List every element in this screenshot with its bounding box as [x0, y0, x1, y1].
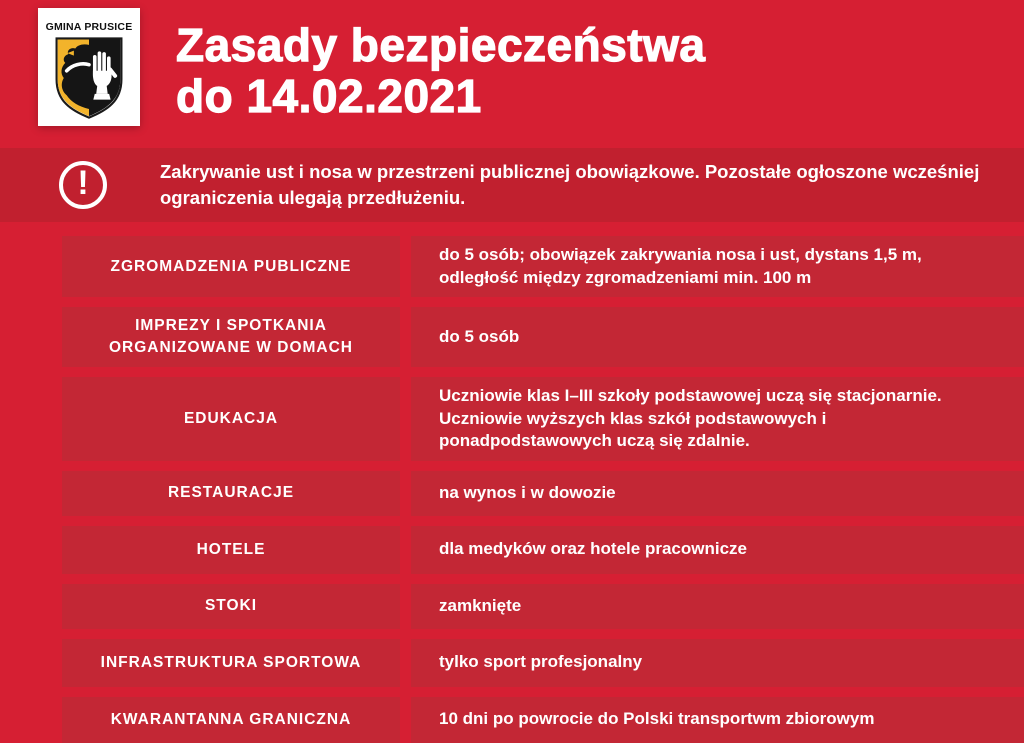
- table-row: [62, 236, 1024, 297]
- alert-text: Zakrywanie ust i nosa w przestrzeni publicznej obowiązkowe. Pozostałe ogłoszone wcześniej ograniczenia ulegają przedłużeniu.: [160, 161, 980, 208]
- table-row: [62, 526, 1024, 574]
- rule-details: do 5 osób: [411, 307, 1024, 367]
- rule-category: RESTAURACJE: [62, 471, 400, 516]
- rule-category: HOTELE: [62, 526, 400, 574]
- rule-category: STOKI: [62, 584, 400, 629]
- rule-category: KWARANTANNA GRANICZNA: [62, 697, 400, 743]
- table-row: [62, 377, 1024, 461]
- page-title-line1: Zasady bezpieczeństwa: [176, 19, 706, 71]
- page-title: [176, 20, 705, 122]
- rule-details: do 5 osób; obowiązek zakrywania nosa i ust, dystans 1,5 m, odległość między zgromadzeniami min. 100 m: [411, 236, 1024, 297]
- rule-details: 10 dni po powrocie do Polski transportwm zbiorowym: [411, 697, 1024, 743]
- rule-category: INFRASTRUKTURA SPORTOWA: [62, 639, 400, 687]
- logo-card: [38, 8, 140, 126]
- coat-of-arms-icon: [53, 36, 125, 120]
- exclamation-icon: !: [59, 161, 107, 209]
- rules-table: [62, 236, 1024, 743]
- alert-banner: [0, 148, 1024, 222]
- table-row: [62, 639, 1024, 687]
- table-row: [62, 471, 1024, 516]
- rule-category: ZGROMADZENIA PUBLICZNE: [62, 236, 400, 297]
- rule-details: Uczniowie klas I–III szkoły podstawowej uczą się stacjonarnie. Uczniowie wyższych klas szkół podstawowych i ponadpodstawowych uczą się zdalnie.: [411, 377, 1024, 461]
- page-title-line2: do 14.02.2021: [176, 70, 482, 122]
- rule-details: na wynos i w dowozie: [411, 471, 1024, 516]
- table-row: [62, 307, 1024, 367]
- rule-details: tylko sport profesjonalny: [411, 639, 1024, 687]
- logo-org-name: GMINA PRUSICE: [45, 21, 133, 33]
- rule-details: zamknięte: [411, 584, 1024, 629]
- rule-category: IMPREZY I SPOTKANIA ORGANIZOWANE W DOMACH: [62, 307, 400, 367]
- table-row: [62, 584, 1024, 629]
- rule-category: EDUKACJA: [62, 377, 400, 461]
- table-row: [62, 697, 1024, 743]
- rule-details: dla medyków oraz hotele pracownicze: [411, 526, 1024, 574]
